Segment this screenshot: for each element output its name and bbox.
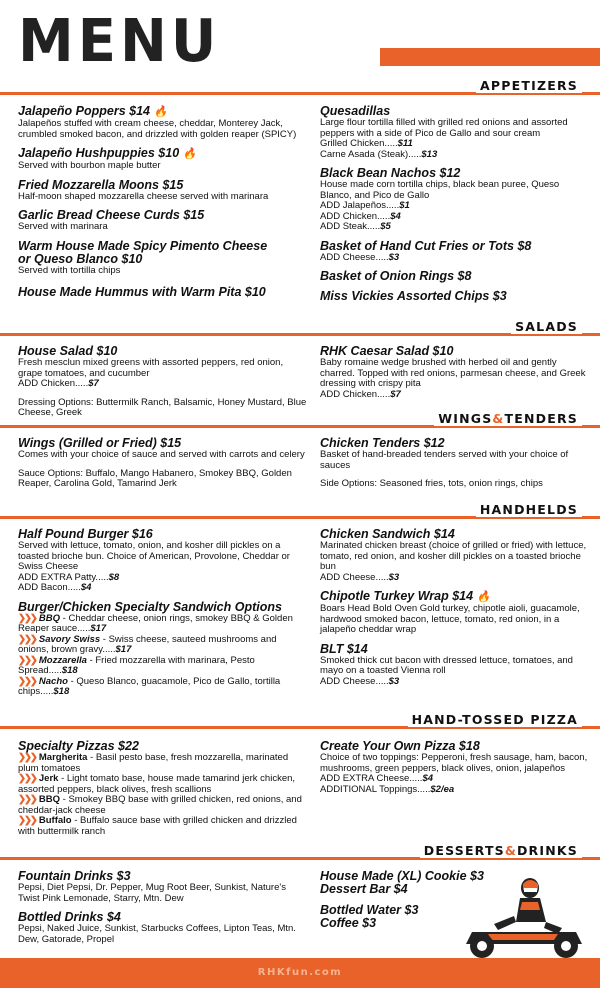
item-name: Burger/Chicken Specialty Sandwich Options bbox=[18, 599, 282, 614]
item-description: Choice of two toppings: Pepperoni, fresh sausage, ham, bacon, mushrooms, green peppers, black olives, onion, jalapeños bbox=[320, 752, 588, 774]
item-description: Jalapeños stuffed with cream cheese, cheddar, Monterey Jack, crumbled smoked bacon, and drizzled with golden reaper (SPICY) bbox=[18, 118, 297, 140]
specialty-option: ❯❯❯ BBQ - Cheddar cheese, onion rings, smokey BBQ & Golden Reaper sauce.....$17 bbox=[18, 612, 293, 634]
menu-item bbox=[18, 179, 308, 203]
menu-item bbox=[320, 167, 588, 233]
arrow-icon: ❯❯❯ bbox=[18, 815, 36, 826]
item-name: Basket of Hand Cut Fries or Tots $8 bbox=[320, 238, 532, 253]
desserts-right-column bbox=[320, 869, 484, 930]
menu-item bbox=[18, 601, 308, 698]
menu-item bbox=[18, 286, 308, 299]
add-on: ADD Chicken..... bbox=[320, 210, 391, 222]
menu-item bbox=[320, 590, 588, 636]
menu-item bbox=[18, 870, 308, 904]
add-on: ADD Cheese..... bbox=[320, 251, 389, 263]
menu-item bbox=[320, 528, 588, 583]
item-name: Specialty Pizzas $22 bbox=[18, 739, 139, 753]
menu-item bbox=[18, 240, 308, 277]
add-on-price: $7 bbox=[88, 378, 99, 389]
fire-icon: 🔥 bbox=[476, 591, 491, 603]
add-on: ADD Bacon..... bbox=[18, 582, 81, 593]
website-link[interactable]: RHKfun.com bbox=[257, 967, 343, 978]
item-name: Jalapeño Hushpuppies $10 bbox=[18, 146, 180, 160]
add-on-price: $5 bbox=[380, 221, 391, 232]
item-name: Miss Vickies Assorted Chips $3 bbox=[320, 289, 507, 303]
arrow-icon: ❯❯❯ bbox=[18, 675, 36, 687]
fire-icon: 🔥 bbox=[153, 106, 168, 118]
specialty-option: ❯❯❯ Savory Swiss - Swiss cheese, sauteed mushrooms and onions, brown gravy.....$17 bbox=[18, 633, 277, 655]
add-on: Carne Asada (Steak)..... bbox=[320, 148, 422, 160]
menu-item bbox=[18, 437, 308, 490]
item-name: Bottled Water $3 bbox=[320, 903, 419, 917]
item-name: Garlic Bread Cheese Curds $15 bbox=[18, 208, 205, 222]
item-name: Create Your Own Pizza $18 bbox=[320, 739, 480, 753]
add-on: ADD EXTRA Cheese..... bbox=[320, 773, 423, 784]
dressing-options: Dressing Options: Buttermilk Ranch, Balsamic, Honey Mustard, Blue Cheese, Greek bbox=[18, 396, 307, 418]
item-name: Wings (Grilled or Fried) $15 bbox=[18, 436, 182, 450]
specialty-option: ❯❯❯ Jerk - Light tomato base, house made tamarind jerk chicken, assorted peppers, black olives, fresh scallions bbox=[18, 773, 296, 795]
fire-icon: 🔥 bbox=[182, 148, 197, 160]
item-name: Bottled Drinks $4 bbox=[18, 910, 121, 924]
specialty-option: ❯❯❯ Margherita - Basil pesto base, fresh mozzarella, marinated plum tomatoes bbox=[18, 752, 289, 774]
item-name: Fountain Drinks $3 bbox=[18, 869, 131, 883]
item-name: Dessert Bar $4 bbox=[320, 882, 408, 896]
wings-left-column bbox=[18, 437, 308, 497]
item-name: Chicken Tenders $12 bbox=[320, 436, 445, 450]
go-kart-icon bbox=[458, 872, 590, 960]
menu-item bbox=[18, 105, 308, 140]
add-on: ADD Jalapeños..... bbox=[320, 200, 400, 211]
salads-right-column bbox=[320, 345, 588, 407]
item-description: Fresh mesclun mixed greens with assorted peppers, red onion, grape tomatoes, and cucumber bbox=[18, 357, 284, 379]
arrow-icon: ❯❯❯ bbox=[18, 773, 36, 784]
item-description: Basket of hand-breaded tenders served with your choice of sauces bbox=[320, 449, 569, 471]
wings-right-column bbox=[320, 437, 588, 497]
pizza-left-column bbox=[18, 740, 308, 844]
item-name: House Salad $10 bbox=[18, 344, 118, 358]
desserts-heading: DESSERTS&DRINKS bbox=[420, 843, 582, 858]
menu-item bbox=[18, 147, 308, 172]
pizza-right-column bbox=[320, 740, 588, 802]
item-name: Basket of Onion Rings $8 bbox=[320, 269, 472, 283]
add-on-price: $4 bbox=[80, 582, 92, 593]
item-name: Coffee $3 bbox=[320, 916, 377, 930]
item-description: Smoked thick cut bacon with dressed lettuce, tomatoes, and mayo on a toasted Vienna roll bbox=[320, 654, 573, 676]
sauce-options: Sauce Options: Buffalo, Mango Habanero, Smokey BBQ, Golden Reaper, Carolina Gold, Tamarind Jerk bbox=[18, 467, 292, 489]
add-on: ADD EXTRA Patty..... bbox=[18, 571, 109, 583]
item-description: Served with marinara bbox=[18, 221, 108, 232]
item-description: Comes with your choice of sauce and served with carrots and celery bbox=[18, 449, 305, 460]
item-description: Half-moon shaped mozzarella cheese served with marinara bbox=[18, 190, 269, 202]
menu-item bbox=[320, 290, 588, 303]
item-description: Pepsi, Naked Juice, Sunkist, Starbucks Coffees, Lipton Teas, Mtn. Dew, Gatorade, Propel bbox=[18, 923, 296, 945]
item-description: Large flour tortilla filled with grilled red onions and assorted peppers with a side of Pico de Gallo and sour cream bbox=[320, 117, 568, 139]
add-on-price: $3 bbox=[388, 675, 400, 687]
item-description: Baby romaine wedge brushed with herbed oil and gently charred. Topped with red onions, parmesan cheese, and Greek dressing with crispy pita bbox=[320, 357, 586, 389]
item-name: Warm House Made Spicy Pimento Cheese or Queso Blanco $10 bbox=[18, 238, 268, 266]
specialty-option: ❯❯❯ BBQ - Smokey BBQ base with grilled chicken, red onions, and cheddar-jack cheese bbox=[18, 794, 302, 816]
handhelds-heading: HANDHELDS bbox=[476, 502, 582, 517]
item-description: Served with bourbon maple butter bbox=[18, 160, 161, 171]
arrow-icon: ❯❯❯ bbox=[18, 752, 36, 763]
item-name: House Made Hummus with Warm Pita $10 bbox=[18, 285, 266, 299]
add-on-price: $7 bbox=[390, 388, 401, 400]
item-description: Served with lettuce, tomato, onion, and kosher dill pickles on a toasted brioche bun. Choice of American, Provolone, Cheddar or Swiss Cheese bbox=[18, 540, 290, 572]
add-on: ADD Steak..... bbox=[320, 221, 381, 232]
specialty-option: ❯❯❯ Nacho - Queso Blanco, guacamole, Pico de Gallo, tortilla chips.....$18 bbox=[18, 675, 281, 697]
menu-item bbox=[320, 643, 588, 688]
add-on-price: $8 bbox=[108, 571, 120, 583]
handhelds-right-column bbox=[320, 528, 588, 694]
menu-item bbox=[320, 740, 588, 795]
add-on: ADD Cheese..... bbox=[320, 571, 389, 583]
title-accent-bar bbox=[380, 48, 600, 66]
add-on: ADD Chicken..... bbox=[18, 378, 89, 389]
add-on: ADDITIONAL Toppings..... bbox=[320, 783, 431, 795]
item-name: Fried Mozzarella Moons $15 bbox=[18, 177, 184, 192]
add-on: Grilled Chicken..... bbox=[320, 138, 398, 149]
menu-title: MENU bbox=[18, 7, 221, 76]
add-on: ADD Chicken..... bbox=[320, 388, 391, 400]
item-name: RHK Caesar Salad $10 bbox=[320, 344, 454, 358]
salads-divider bbox=[0, 333, 600, 336]
handhelds-left-column bbox=[18, 528, 308, 705]
item-description: Served with tortilla chips bbox=[18, 264, 121, 276]
add-on-price: $3 bbox=[388, 251, 400, 263]
salads-left-column bbox=[18, 345, 308, 426]
item-name: Quesadillas bbox=[320, 104, 391, 118]
pizza-heading: HAND-TOSSED PIZZA bbox=[408, 712, 582, 727]
item-name: Chicken Sandwich $14 bbox=[320, 527, 455, 541]
item-description: Boars Head Bold Oven Gold turkey, chipotle aioli, guacamole, hardwood smoked bacon, lettuce, tomato, red onion, in a jalapeño cheddar wrap bbox=[320, 603, 580, 635]
item-name: Chipotle Turkey Wrap $14 bbox=[320, 589, 474, 603]
wings-heading: WINGS&TENDERS bbox=[434, 411, 582, 426]
appetizers-right-column bbox=[320, 105, 588, 310]
menu-item bbox=[320, 437, 588, 490]
arrow-icon: ❯❯❯ bbox=[18, 794, 36, 805]
item-name: Jalapeño Poppers $14 bbox=[18, 104, 151, 118]
menu-item bbox=[18, 740, 308, 837]
menu-item bbox=[18, 209, 308, 233]
add-on-price: $2/ea bbox=[430, 783, 455, 795]
add-on-price: $1 bbox=[399, 200, 410, 211]
footer-bar bbox=[0, 958, 600, 988]
item-description: Marinated chicken breast (choice of grilled or fried) with lettuce, tomato, red onion, and kosher dill pickles on a toasted brioche bun bbox=[320, 540, 587, 572]
arrow-icon: ❯❯❯ bbox=[18, 654, 36, 666]
item-description: Pepsi, Diet Pepsi, Dr. Pepper, Mug Root Beer, Sunkist, Nature's Twist Pink Lemonade, Starry, Mtn. Dew bbox=[18, 882, 286, 904]
item-description: House made corn tortilla chips, black bean puree, Queso Blanco, and Pico de Gallo bbox=[320, 179, 560, 201]
appetizers-left-column bbox=[18, 105, 308, 306]
menu-item bbox=[320, 345, 588, 400]
add-on-price: $13 bbox=[421, 148, 438, 160]
add-on: ADD Cheese..... bbox=[320, 675, 389, 687]
item-name: House Made (XL) Cookie $3 bbox=[320, 869, 484, 883]
add-on-price: $11 bbox=[397, 138, 413, 149]
drinks-left-column bbox=[18, 870, 308, 952]
add-on-price: $4 bbox=[422, 773, 434, 784]
add-on-price: $3 bbox=[388, 571, 400, 583]
appetizers-heading: APPETIZERS bbox=[476, 78, 582, 93]
menu-item bbox=[320, 105, 588, 160]
specialty-option: ❯❯❯ Buffalo - Buffalo sauce base with grilled chicken and drizzled with buttermilk ranch bbox=[18, 815, 297, 837]
menu-item bbox=[320, 240, 588, 264]
item-name: Half Pound Burger $16 bbox=[18, 527, 153, 541]
salads-heading: SALADS bbox=[511, 319, 582, 334]
menu-item bbox=[18, 911, 308, 945]
specialty-option: ❯❯❯ Mozzarella - Fried mozzarella with marinara, Pesto Spread.....$18 bbox=[18, 654, 255, 676]
add-on-price: $4 bbox=[390, 210, 401, 222]
arrow-icon: ❯❯❯ bbox=[18, 612, 36, 624]
arrow-icon: ❯❯❯ bbox=[18, 633, 36, 645]
side-options: Side Options: Seasoned fries, tots, onion rings, chips bbox=[320, 478, 543, 489]
menu-item bbox=[18, 528, 308, 594]
item-name: BLT $14 bbox=[320, 641, 368, 656]
item-name: Black Bean Nachos $12 bbox=[320, 166, 461, 180]
menu-item bbox=[18, 345, 308, 419]
menu-item bbox=[320, 270, 588, 283]
